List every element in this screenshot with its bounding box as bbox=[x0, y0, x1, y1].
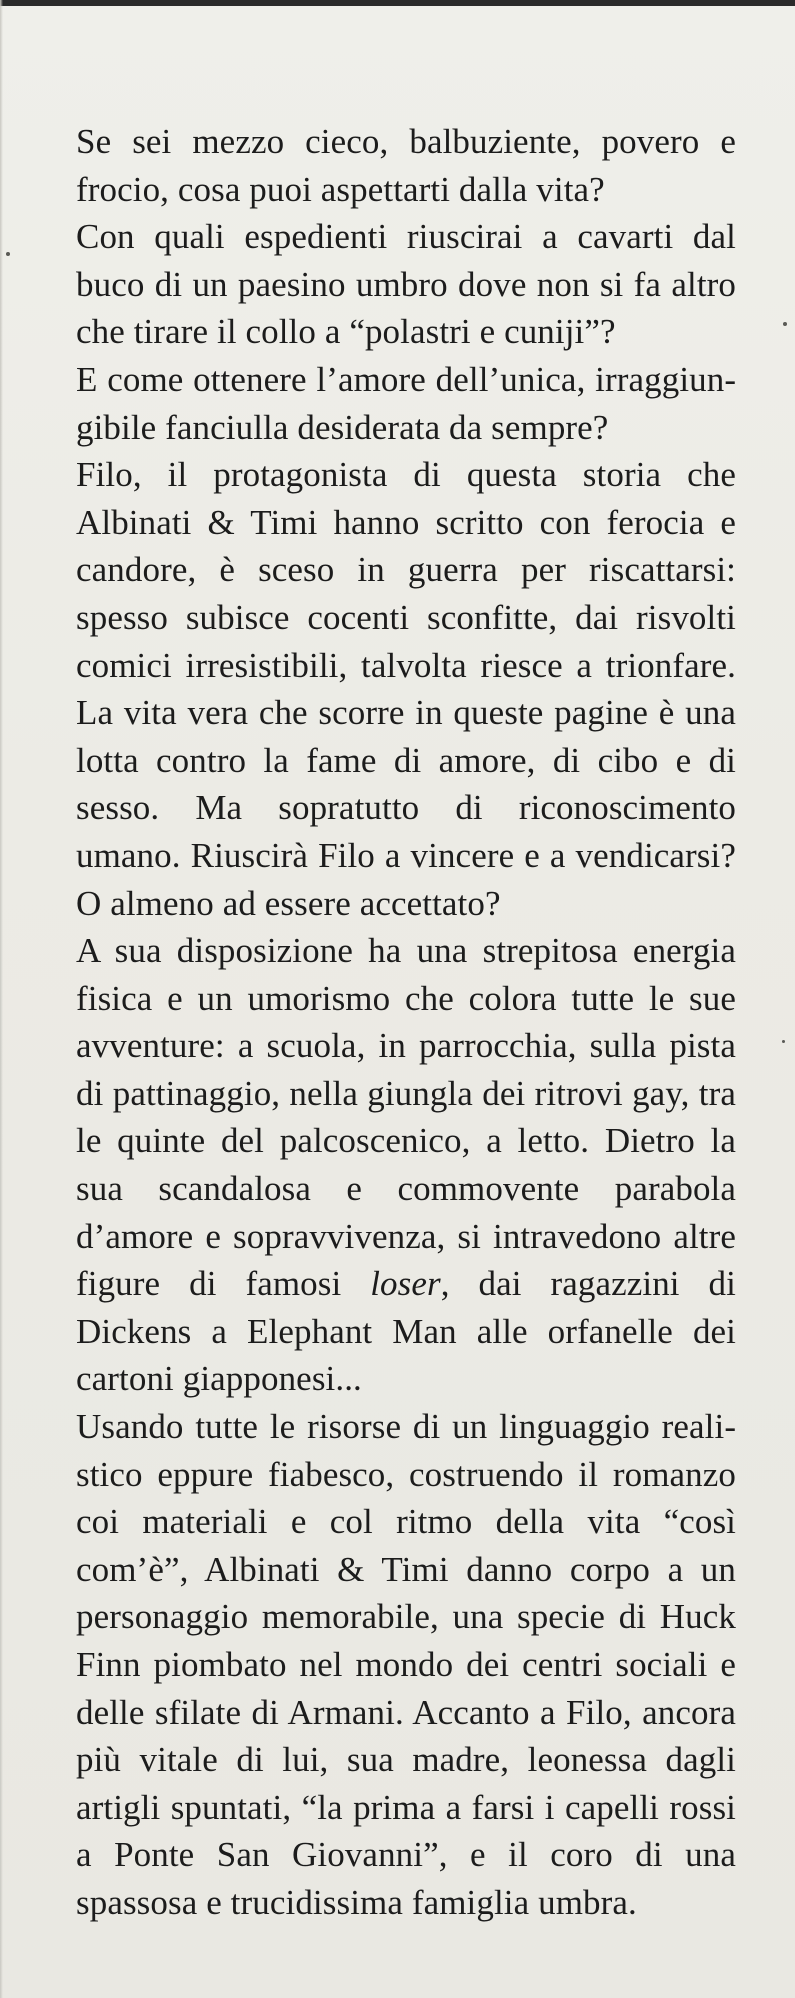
paper-speck bbox=[783, 322, 787, 326]
blurb-paragraph bbox=[76, 1403, 736, 1927]
blurb-paragraph bbox=[76, 927, 736, 1403]
paragraph-text: E come ottenere l’amore dell’unica, irraggiungibile fanciulla desiderata da sempre? bbox=[76, 359, 736, 447]
paragraph-text: Filo, il protagonista di questa storia che Albinati & Timi hanno scritto con ferocia e candore, è sceso in guerra per riscattarsi: spesso subisce cocenti sconfitte, dai risvolti comici irresistibili, talvolta riesce a trionfare. La vita vera che scorre in queste pagine è una lotta contro la fame di amore, di cibo e di sesso. Ma sopratutto di riconoscimento umano. Riuscirà Filo a vincere e a vendicarsi? O almeno ad essere accettato? bbox=[76, 455, 736, 923]
paragraph-text: , dai ragazzini di Dickens a Elephant Man alle orfanelle dei cartoni giapponesi... bbox=[76, 1264, 736, 1399]
paper-speck bbox=[782, 1040, 785, 1043]
back-cover-blurb bbox=[76, 118, 736, 1927]
blurb-paragraph bbox=[76, 118, 736, 213]
left-page-edge bbox=[0, 0, 3, 1998]
blurb-paragraph bbox=[76, 356, 736, 451]
blurb-paragraph bbox=[76, 451, 736, 927]
top-dark-edge bbox=[0, 0, 795, 6]
paper-speck bbox=[6, 252, 10, 256]
italic-text: loser bbox=[370, 1264, 441, 1304]
paragraph-text: A sua disposizione ha una strepitosa energia fisica e un umorismo che colora tutte le sue avventure: a scuola, in parrocchia, sulla pista di pattinaggio, nella giungla dei ritrovi gay, tra le quinte del palcoscenico, a letto. Dietro la sua scandalosa e commovente parabola d’amore e sopravvivenza, si intravedono altre figure di famosi bbox=[76, 931, 736, 1304]
paragraph-text: Se sei mezzo cieco, balbuziente, povero e frocio, cosa puoi aspettarti dalla vita? bbox=[76, 122, 736, 209]
paragraph-text: Con quali espedienti riuscirai a cavarti dal buco di un paesino umbro dove non si fa altro che tirare il collo a “polastri e cuniji”? bbox=[76, 217, 736, 352]
blurb-paragraph bbox=[76, 213, 736, 356]
paragraph-text: Usando tutte le risorse di un linguaggio realistico eppure fiabesco, costruendo il romanzo coi materiali e col ritmo della vita “così com’è”, Albinati & Timi danno corpo a un personaggio memorabile, una specie di Huck Finn piombato nel mondo dei centri sociali e delle sfilate di Armani. Accanto a Filo, ancora più vitale di lui, sua madre, leonessa dagli artigli spuntati, “la prima a farsi i capelli rossi a Ponte San Giovanni”, e il coro di una spassosa e trucidissima famiglia umbra. bbox=[76, 1407, 736, 1922]
